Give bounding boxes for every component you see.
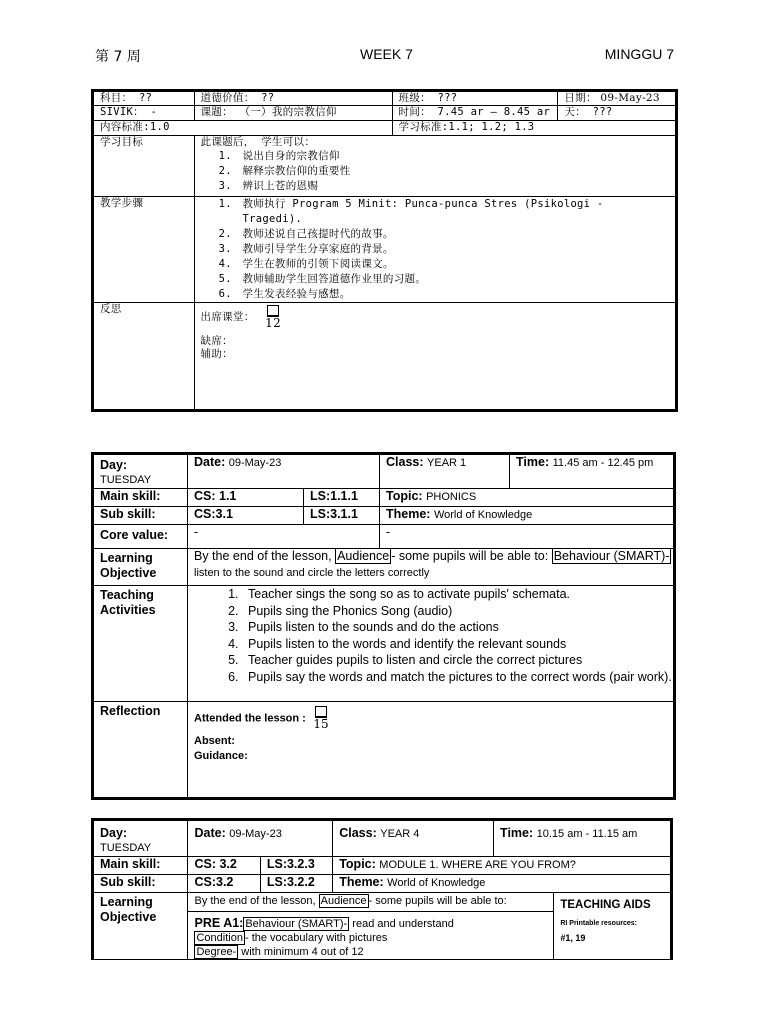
date-value: 09-May-23 (229, 828, 282, 840)
reflection-content (188, 702, 675, 799)
objective-item: 1. 说出自身的宗教信仰 (239, 149, 675, 164)
header-week-en: WEEK 7 (360, 46, 413, 62)
steps-content (194, 197, 676, 303)
class-cell: Class: YEAR 1 (380, 454, 510, 489)
core-value-2: - (380, 525, 675, 549)
content-standard: 内容标准:1.0 (93, 121, 393, 136)
day-value: TUESDAY (100, 474, 152, 486)
date-cell: Date: 09-May-23 (188, 454, 380, 489)
step-item: 1. 教师执行 Program 5 Minit: Punca-punca Stres (Psikologi - Tragedi). (239, 197, 675, 227)
ls-sub: LS:3.1.1 (304, 507, 380, 525)
topic-cell: 课题： （一）我的宗教信仰 (194, 106, 392, 121)
attendance-fraction (313, 706, 328, 730)
lo-detail: PRE A1: Behaviour (SMART)- read and understand Condition - the vocabulary with pictures Degree- with minimum 4 out of 12 (194, 916, 454, 958)
lesson-plan-moral (91, 89, 678, 412)
attendance-fraction (265, 305, 281, 329)
ls-main: LS:3.2.3 (260, 857, 332, 875)
audience-tag: Audience (320, 895, 367, 907)
date-cell: Date: 09-May-23 (188, 820, 333, 857)
ls-sub: LS:3.2.2 (260, 875, 332, 893)
date-value: 09-May-23 (228, 457, 282, 469)
attendance-total: 12 (265, 316, 282, 330)
day-cell (93, 454, 188, 489)
objective-text: listen to the sound and circle the letters correctly (194, 567, 430, 579)
step-item: 6. 学生发表经验与感想。 (239, 287, 675, 302)
absent-label: 缺席： (200, 335, 233, 347)
day-label: Day: (100, 458, 128, 472)
cs-main: CS: 1.1 (188, 489, 304, 507)
objective-content (194, 136, 676, 197)
degree-tag: Degree- (196, 946, 237, 958)
step-item: 5. 教师辅助学生回答道德作业里的习题。 (239, 272, 675, 287)
objective-item: 3. 辨识上苍的恩赐 (239, 179, 675, 194)
learning-standard: 学习标准:1.1; 1.2; 1.3 (392, 121, 676, 136)
teaching-aids-value: #1, 19 (560, 933, 586, 943)
condition-tag: Condition (196, 932, 243, 944)
activity-item: 4. Pupils listen to the words and identify the relevant sounds (242, 636, 673, 653)
step-item: 4. 学生在教师的引领下阅读课文。 (239, 257, 675, 272)
lesson-plan-year1 (91, 452, 676, 800)
theme-value: World of Knowledge (433, 509, 533, 521)
theme-cell: Theme: World of Knowledge (380, 507, 675, 525)
teaching-aids-label: TEACHING AIDS (560, 899, 651, 911)
cs-sub: CS:3.1 (188, 507, 304, 525)
activity-item: 5. Teacher guides pupils to listen and circle the correct pictures (242, 652, 673, 669)
class-value: YEAR 4 (380, 828, 420, 840)
day-cell: 天： ??? (558, 106, 677, 121)
behaviour-tag: Behaviour (SMART)- (245, 918, 348, 930)
cs-sub: CS:3.2 (188, 875, 260, 893)
topic-value: PHONICS (426, 491, 477, 503)
objective-intro: 此课题后， 学生可以： (200, 136, 316, 148)
attendance-label: 出席课堂： (200, 311, 255, 323)
date-cell: 日期： 09-May-23 (558, 91, 677, 106)
header-week-ms: MINGGU 7 (604, 46, 674, 62)
cs-main: CS: 3.2 (188, 857, 260, 875)
step-item: 3. 教师引导学生分享家庭的背景。 (239, 242, 675, 257)
teaching-activities-label: Teaching Activities (93, 586, 188, 702)
pre-a1-label: PRE A1: (194, 916, 244, 930)
time-value: 11.45 am - 12.45 pm (552, 457, 654, 469)
absent-label: Absent: (194, 735, 235, 747)
class-value: YEAR 1 (427, 457, 467, 469)
class-cell: Class: YEAR 4 (333, 820, 494, 857)
topic-value: MODULE 1. WHERE ARE YOU FROM? (379, 859, 576, 871)
header-week-zh: 第 7 周 (95, 49, 141, 65)
time-cell: 时间： 7.45 ar – 8.45 ar (392, 106, 558, 121)
core-value-1: - (188, 525, 380, 549)
sub-skill-label: Sub skill: (93, 507, 188, 525)
activity-item: 2. Pupils sing the Phonics Song (audio) (242, 603, 673, 620)
class-cell: 班级： ??? (392, 91, 558, 106)
reflection-label: 反思 (93, 303, 195, 411)
day-label: Day: (100, 826, 128, 840)
step-item: 2. 教师述说自己孩提时代的故事。 (239, 227, 675, 242)
subject-cell: 科目： ?? (93, 91, 195, 106)
attendance-total: 15 (313, 717, 329, 731)
behaviour-tag: Behaviour (SMART)- (553, 549, 670, 563)
sub-skill-label: Sub skill: (93, 875, 188, 893)
lo-intro: By the end of the lesson, Audience - some pupils will be able to: (188, 893, 553, 912)
topic-cell: Topic: PHONICS (380, 489, 675, 507)
activity-item: 1. Teacher sings the song so as to activate pupils' schemata. (242, 586, 673, 603)
teaching-activities-content (188, 586, 675, 702)
day-cell (93, 820, 188, 857)
activity-item: 6. Pupils say the words and match the pictures to the correct words (pair work). (242, 669, 673, 686)
audience-tag: Audience (337, 549, 390, 563)
civics-cell: SIVIK： - (93, 106, 195, 121)
activity-item: 3. Pupils listen to the sounds and do the actions (242, 619, 673, 636)
reflection-content (194, 303, 676, 411)
lesson-plan-year4 (91, 818, 673, 960)
time-value: 10.15 am - 11.15 am (536, 828, 638, 840)
teaching-aids-source: RI Printable resources: (560, 920, 637, 927)
reflection-label: Reflection (93, 702, 188, 799)
time-cell: Time: 10.15 am - 11.15 am (494, 820, 672, 857)
main-skill-label: Main skill: (93, 489, 188, 507)
ls-main: LS:1.1.1 (304, 489, 380, 507)
learning-objective-label: Learning Objective (93, 893, 188, 960)
attended-label: Attended the lesson : (194, 712, 306, 725)
guidance-label: 辅助： (200, 348, 233, 360)
steps-label: 教学步骤 (93, 197, 195, 303)
main-skill-label: Main skill: (93, 857, 188, 875)
guidance-label: Guidance: (194, 750, 248, 762)
learning-objective-content: By the end of the lesson, Audience - some pupils will be able to: Behaviour (SMART)- listen to the sound and circle the letters correctly (188, 549, 675, 586)
day-value: TUESDAY (100, 842, 152, 854)
topic-cell: Topic: MODULE 1. WHERE ARE YOU FROM? (333, 857, 672, 875)
teaching-aids-cell (554, 893, 672, 960)
learning-objective-content (188, 893, 554, 960)
objective-item: 2. 解释宗教信仰的重要性 (239, 164, 675, 179)
time-cell: Time: 11.45 am - 12.45 pm (510, 454, 675, 489)
learning-objective-label: Learning Objective (93, 549, 188, 586)
theme-cell: Theme: World of Knowledge (333, 875, 672, 893)
core-value-label: Core value: (93, 525, 188, 549)
theme-value: World of Knowledge (387, 877, 486, 889)
objective-label: 学习目标 (93, 136, 195, 197)
value-cell: 道德价值： ?? (194, 91, 392, 106)
